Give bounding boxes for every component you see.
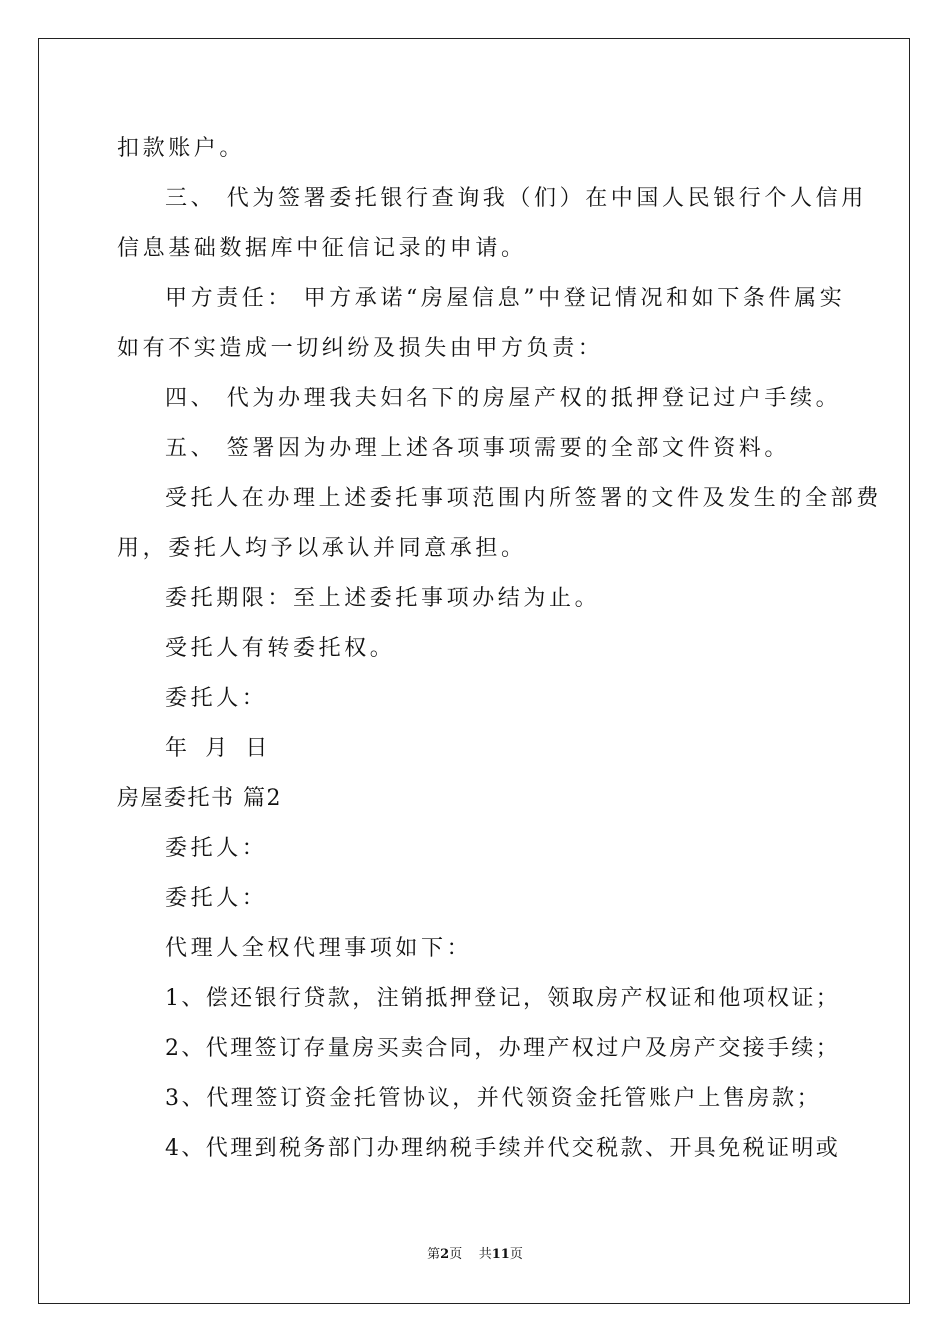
text-line: 扣款账户。 xyxy=(117,136,246,161)
text-line: 信息基础数据库中征信记录的申请。 xyxy=(117,236,527,261)
page-footer xyxy=(0,1246,950,1264)
text-line: 代理人全权代理事项如下： xyxy=(165,936,473,961)
footer-total-pages: 11 xyxy=(491,1247,510,1262)
text-line: 受托人在办理上述委托事项范围内所签署的文件及发生的全部费 xyxy=(165,486,882,511)
footer-total-suffix: 页 xyxy=(509,1247,523,1262)
text-line: 四、 代为办理我夫妇名下的房屋产权的抵押登记过户手续。 xyxy=(165,386,842,411)
footer-page-number: 2 xyxy=(440,1247,450,1262)
text-line: 受托人有转委托权。 xyxy=(165,636,396,661)
list-item: 3、代理签订资金托管协议，并代领资金托管账户上售房款； xyxy=(165,1086,822,1111)
text-line: 甲方责任： 甲方承诺“房屋信息”中登记情况和如下条件属实 xyxy=(165,286,846,311)
footer-total-prefix: 共 xyxy=(478,1247,492,1262)
date-line: 年 月 日 xyxy=(165,736,271,761)
text-line: 委托人： xyxy=(165,886,268,911)
page-border xyxy=(38,38,910,1304)
list-item: 4、代理到税务部门办理纳税手续并代交税款、开具免税证明或 xyxy=(165,1136,841,1161)
section-heading: 房屋委托书 篇2 xyxy=(117,786,282,811)
text-line: 三、 代为签署委托银行查询我（们）在中国人民银行个人信用 xyxy=(165,186,867,211)
text-line: 委托人： xyxy=(165,686,268,711)
list-item: 2、代理签订存量房买卖合同，办理产权过户及房产交接手续； xyxy=(165,1036,841,1061)
text-line: 委托人： xyxy=(165,836,268,861)
list-item: 1、偿还银行贷款，注销抵押登记，领取房产权证和他项权证； xyxy=(165,986,841,1011)
text-line: 委托期限：至上述委托事项办结为止。 xyxy=(165,586,601,611)
footer-page-prefix: 第 xyxy=(427,1247,441,1262)
text-line: 如有不实造成一切纠纷及损失由甲方负责： xyxy=(117,336,604,361)
footer-page-suffix: 页 xyxy=(449,1247,463,1262)
text-line: 用，委托人均予以承认并同意承担。 xyxy=(117,536,527,561)
text-line: 五、 签署因为办理上述各项事项需要的全部文件资料。 xyxy=(165,436,790,461)
